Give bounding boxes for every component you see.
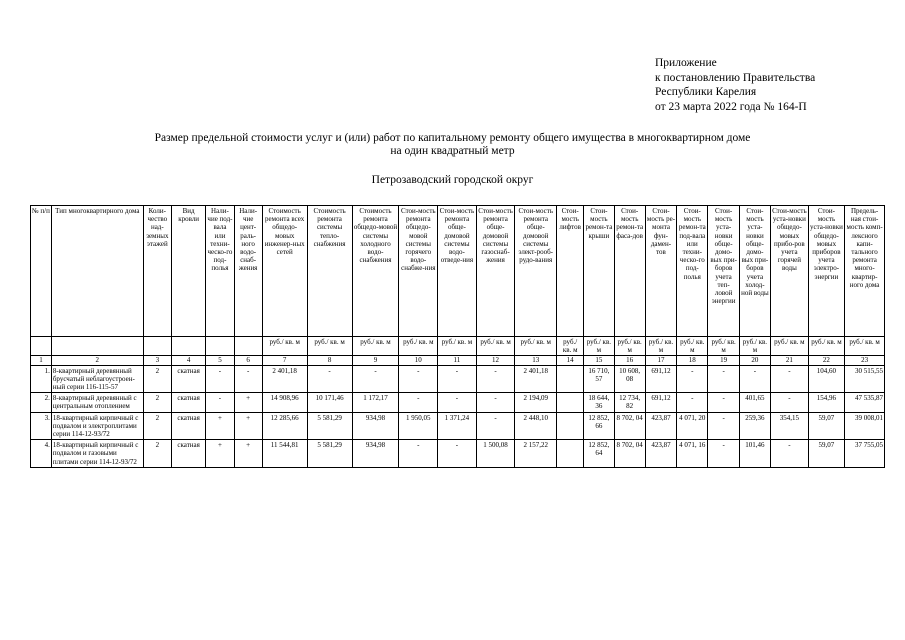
table-cell: - xyxy=(476,393,515,412)
column-number-cell: 5 xyxy=(206,356,234,365)
table-cell: - xyxy=(677,365,708,393)
table-cell: 423,87 xyxy=(645,440,676,468)
column-number-cell: 3 xyxy=(143,356,171,365)
unit-cell xyxy=(143,337,171,356)
column-header: Стои-мость уста-новки обще-домо-вых при-боров учета теп-ловой энергии xyxy=(708,206,739,337)
column-number-cell: 17 xyxy=(645,356,676,365)
table-cell: - xyxy=(476,365,515,393)
appendix-line: Республики Карелия xyxy=(655,86,757,98)
table-cell: - xyxy=(206,365,234,393)
table-cell: 12 852, 64 xyxy=(584,440,614,468)
table-cell: - xyxy=(677,393,708,412)
table-cell: - xyxy=(307,365,352,393)
table-cell: 2 401,18 xyxy=(262,365,307,393)
table-row xyxy=(31,412,885,440)
table-cell: - xyxy=(438,365,477,393)
unit-cell: руб./ кв. м xyxy=(614,337,645,356)
column-header: Стои-мость лифтов xyxy=(557,206,584,337)
column-header: Стои-мость ремонта обще-домовой системы газоснаб-жения xyxy=(476,206,515,337)
column-header: Тип многоквартирного дома xyxy=(51,206,143,337)
table-cell: 2 448,10 xyxy=(515,412,557,440)
row-number-cell: 4. xyxy=(31,440,52,468)
table-cell: - xyxy=(399,393,438,412)
table-cell: скатная xyxy=(171,440,205,468)
unit-cell: руб./ кв. м xyxy=(352,337,399,356)
table-cell: 423,87 xyxy=(645,412,676,440)
unit-cell: руб./ кв. м xyxy=(739,337,770,356)
column-number-cell: 15 xyxy=(584,356,614,365)
table-cell: скатная xyxy=(171,412,205,440)
unit-cell: руб./ кв. м xyxy=(771,337,809,356)
unit-cell: руб./ кв. м xyxy=(708,337,739,356)
table-cell: 934,98 xyxy=(352,440,399,468)
table-cell: 4 071, 20 xyxy=(677,412,708,440)
column-number-cell: 1 xyxy=(31,356,52,365)
table-cell: - xyxy=(234,365,262,393)
table-cell: 8 702, 04 xyxy=(614,412,645,440)
table-cell xyxy=(557,365,584,393)
column-header: Стоимость ремонта системы тепло-снабжения xyxy=(307,206,352,337)
column-header: Предель-ная стои-мость комп-лексного капи-тального ремонта много-квартир-ного дома xyxy=(845,206,885,337)
table-cell: - xyxy=(771,365,809,393)
column-header: № п/п xyxy=(31,206,52,337)
column-header: Нали-чие цент-раль-ного водо-снаб-жения xyxy=(234,206,262,337)
table-header-row xyxy=(31,206,885,337)
table-cell: + xyxy=(206,440,234,468)
column-number-cell: 14 xyxy=(557,356,584,365)
table-cell: - xyxy=(399,440,438,468)
column-number-cell: 21 xyxy=(771,356,809,365)
column-number-cell: 18 xyxy=(677,356,708,365)
column-header: Вид кровли xyxy=(171,206,205,337)
table-cell: 5 581,29 xyxy=(307,412,352,440)
table-cell: 101,46 xyxy=(739,440,770,468)
column-number-cell: 10 xyxy=(399,356,438,365)
column-number-cell: 11 xyxy=(438,356,477,365)
table-cell: - xyxy=(206,393,234,412)
column-header: Стои-мость ремон-та под-вала или техни-ческо-го под-полья xyxy=(677,206,708,337)
table-cell: 12 734, 82 xyxy=(614,393,645,412)
table-cell: 39 008,01 xyxy=(845,412,885,440)
table-cell: 14 908,96 xyxy=(262,393,307,412)
table-cell: - xyxy=(399,365,438,393)
table-cell: 1 371,24 xyxy=(438,412,477,440)
table-cell: 12 285,66 xyxy=(262,412,307,440)
table-cell xyxy=(557,440,584,468)
table-cell: + xyxy=(234,393,262,412)
table-cell: - xyxy=(438,393,477,412)
column-header: Стои-мость ремонта обще-домовой системы элект-рооб-рудо-вания xyxy=(515,206,557,337)
unit-cell: руб./ кв. м xyxy=(438,337,477,356)
column-header: Стои-мость ре-монта фун-дамен-тов xyxy=(645,206,676,337)
table-cell: 47 535,87 xyxy=(845,393,885,412)
unit-cell: руб./ кв. м xyxy=(584,337,614,356)
table-cell: 2 401,18 xyxy=(515,365,557,393)
table-cell: - xyxy=(476,412,515,440)
column-number-cell: 2 xyxy=(51,356,143,365)
table-row xyxy=(31,440,885,468)
house-type-cell: 8-квартирный деревянный брусчатый неблагоустроен-ный серии 116-115-57 xyxy=(51,365,143,393)
table-cell: 934,98 xyxy=(352,412,399,440)
unit-cell: руб./ кв. м xyxy=(845,337,885,356)
column-header: Стои-мость ремон-та крыши xyxy=(584,206,614,337)
table-cell: 37 755,05 xyxy=(845,440,885,468)
table-cell: 8 702, 04 xyxy=(614,440,645,468)
column-number-cell: 8 xyxy=(307,356,352,365)
unit-cell: руб./ кв. м xyxy=(262,337,307,356)
table-cell: 354,15 xyxy=(771,412,809,440)
column-header: Коли-чество над-земных этажей xyxy=(143,206,171,337)
table-cell: 59,07 xyxy=(808,412,845,440)
table-cell: 2 xyxy=(143,412,171,440)
table-cell: - xyxy=(708,440,739,468)
column-header: Стои-мость ремонта обще-домовой системы водо-отведе-ния xyxy=(438,206,477,337)
appendix-line: от 23 марта 2022 года № 164-П xyxy=(655,100,807,113)
unit-cell: руб./ кв. м xyxy=(645,337,676,356)
column-number-cell: 19 xyxy=(708,356,739,365)
table-cell: 104,60 xyxy=(808,365,845,393)
unit-cell: руб./ кв. м xyxy=(515,337,557,356)
table-cell: 2 xyxy=(143,440,171,468)
table-cell: + xyxy=(234,440,262,468)
table-cell: 1 500,08 xyxy=(476,440,515,468)
column-number-cell: 22 xyxy=(808,356,845,365)
column-header: Стои-мость уста-новки обще-домо-вых при-боров учета холод-ной воды xyxy=(739,206,770,337)
table-cell: 10 608, 08 xyxy=(614,365,645,393)
unit-cell: руб./ кв. м xyxy=(808,337,845,356)
house-type-cell: 8-квартирный деревянный с центральным отоплением xyxy=(51,393,143,412)
house-type-cell: 18-квартирный кирпичный с подвалом и электроплитами серии 114-12-93/72 xyxy=(51,412,143,440)
cost-table xyxy=(30,205,885,468)
table-cell: 5 581,29 xyxy=(307,440,352,468)
column-header: Стои-мость ремон-та фаса-дов xyxy=(614,206,645,337)
document-title xyxy=(0,132,905,158)
table-cell: - xyxy=(771,393,809,412)
table-cell: скатная xyxy=(171,393,205,412)
table-cell: + xyxy=(206,412,234,440)
table-cell: + xyxy=(234,412,262,440)
table-cell: 12 852, 66 xyxy=(584,412,614,440)
row-number-cell: 1. xyxy=(31,365,52,393)
column-header: Стои-мость уста-новки общедо-мовых прибо-ров учета горячей воды xyxy=(771,206,809,337)
column-number-cell: 12 xyxy=(476,356,515,365)
unit-cell xyxy=(171,337,205,356)
unit-cell: руб./ кв. м xyxy=(307,337,352,356)
unit-cell: руб./ кв. м xyxy=(476,337,515,356)
row-number-cell: 2. xyxy=(31,393,52,412)
unit-cell xyxy=(31,337,52,356)
table-cell: 2 xyxy=(143,393,171,412)
column-header: Нали-чие под-вала или техни-ческо-го под-полья xyxy=(206,206,234,337)
table-cell: 1 172,17 xyxy=(352,393,399,412)
column-number-cell: 23 xyxy=(845,356,885,365)
table-cell: 59,07 xyxy=(808,440,845,468)
district-name: Петрозаводский городской округ xyxy=(371,174,534,186)
table-cell: - xyxy=(708,412,739,440)
table-cell: 691,12 xyxy=(645,365,676,393)
unit-cell: руб./ кв. м xyxy=(677,337,708,356)
table-cell: - xyxy=(438,440,477,468)
appendix-block xyxy=(655,56,815,114)
table-cell xyxy=(557,393,584,412)
table-cell: 2 157,22 xyxy=(515,440,557,468)
table-cell: 30 515,55 xyxy=(845,365,885,393)
table-cell: - xyxy=(352,365,399,393)
column-number-cell: 4 xyxy=(171,356,205,365)
table-cell: 1 950,05 xyxy=(399,412,438,440)
column-number-cell: 20 xyxy=(739,356,770,365)
table-cell: 401,65 xyxy=(739,393,770,412)
table-cell: 691,12 xyxy=(645,393,676,412)
column-number-cell: 9 xyxy=(352,356,399,365)
table-units-row xyxy=(31,337,885,356)
table-cell: 11 544,81 xyxy=(262,440,307,468)
table-cell: 2 194,09 xyxy=(515,393,557,412)
appendix-line: Приложение xyxy=(655,57,717,69)
column-header: Стои-мость уста-новки общедо-мовых приборов учета электро-энергии xyxy=(808,206,845,337)
column-number-cell: 7 xyxy=(262,356,307,365)
column-header: Стоимость ремонта общедо-мовой системы холодного водо-снабжения xyxy=(352,206,399,337)
appendix-line: к постановлению Правительства xyxy=(655,71,816,84)
table-cell: 154,96 xyxy=(808,393,845,412)
row-number-cell: 3. xyxy=(31,412,52,440)
unit-cell: руб./ кв. м xyxy=(557,337,584,356)
table-body xyxy=(31,365,885,467)
unit-cell: руб./ кв. м xyxy=(399,337,438,356)
table-cell: 16 710, 57 xyxy=(584,365,614,393)
table-cell: скатная xyxy=(171,365,205,393)
house-type-cell: 18-квартирный кирпичный с подвалом и газовыми плитами серии 114-12-93/72 xyxy=(51,440,143,468)
title-line: Размер предельной стоимости услуг и (или) работ по капитальному ремонту общего имущества в многоквартирном доме xyxy=(154,132,751,144)
unit-cell xyxy=(51,337,143,356)
column-header: Стои-мость ремонта общедо-мовой системы горячего водо-снабже-ния xyxy=(399,206,438,337)
table-cell: 18 644, 36 xyxy=(584,393,614,412)
table-cell: 259,36 xyxy=(739,412,770,440)
table-row xyxy=(31,365,885,393)
table-cell: 4 071, 16 xyxy=(677,440,708,468)
table-cell: - xyxy=(708,365,739,393)
unit-cell xyxy=(234,337,262,356)
column-header: Стоимость ремонта всех общедо-мовых инженер-ных сетей xyxy=(262,206,307,337)
column-number-cell: 6 xyxy=(234,356,262,365)
column-number-cell: 13 xyxy=(515,356,557,365)
table-cell: - xyxy=(739,365,770,393)
column-number-cell: 16 xyxy=(614,356,645,365)
unit-cell xyxy=(206,337,234,356)
table-cell: - xyxy=(708,393,739,412)
table-row xyxy=(31,393,885,412)
table-cell: - xyxy=(771,440,809,468)
table-cell: 2 xyxy=(143,365,171,393)
table-cell xyxy=(557,412,584,440)
table-cell: 10 171,46 xyxy=(307,393,352,412)
table-column-numbers-row xyxy=(31,356,885,365)
title-line: на один квадратный метр xyxy=(390,145,515,157)
